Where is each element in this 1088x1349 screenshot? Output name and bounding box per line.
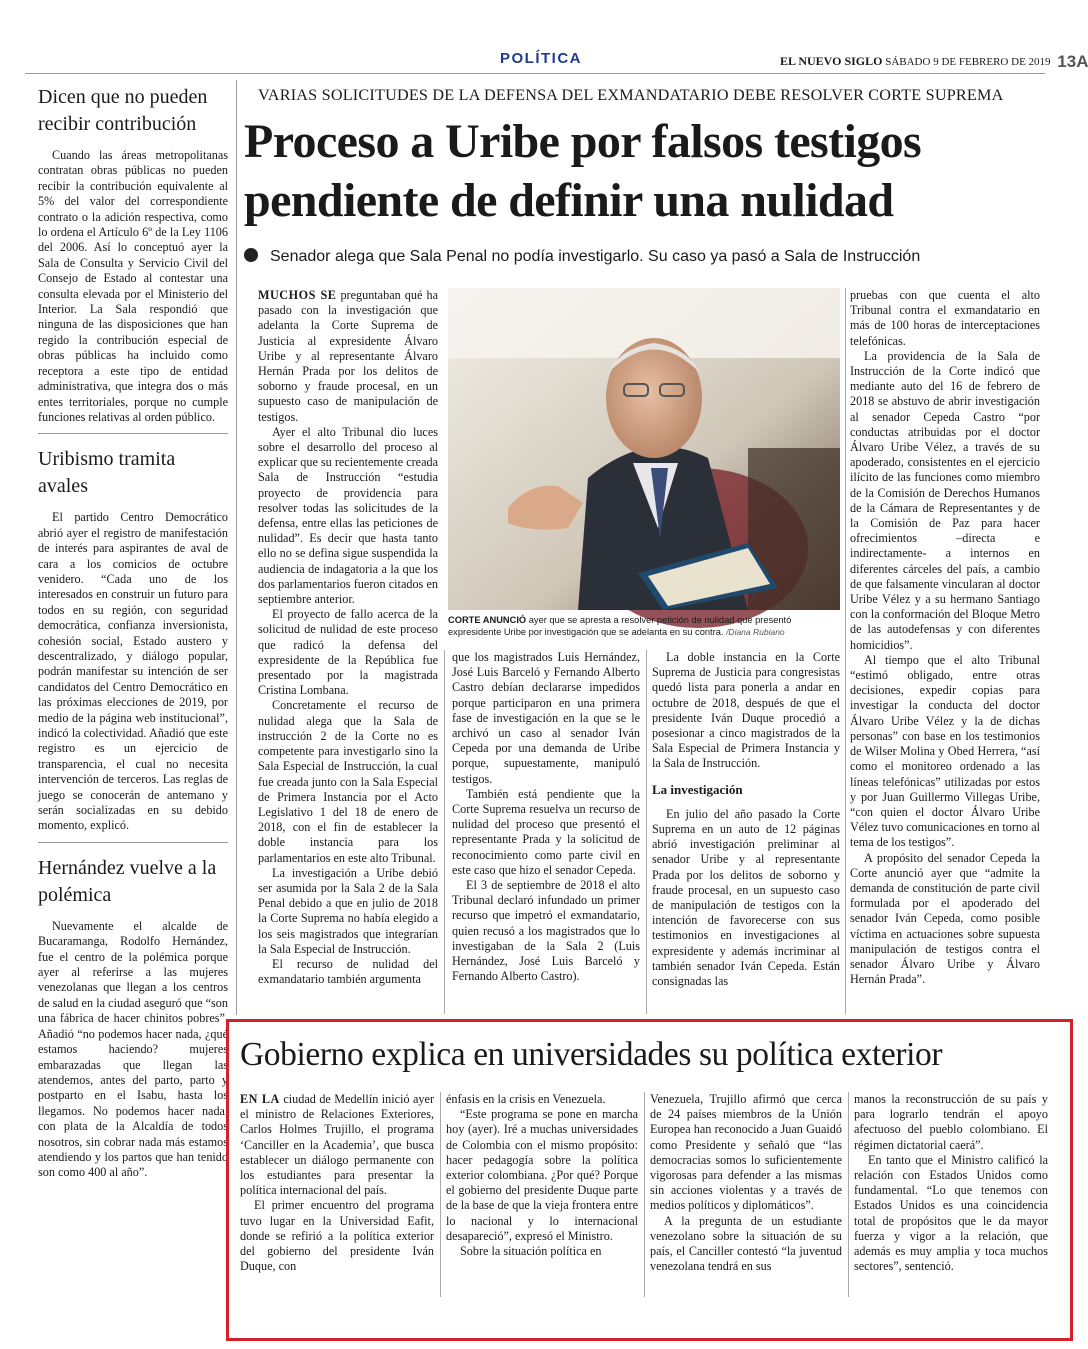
paragraph <box>240 1092 434 1198</box>
paragraph: A propósito del senador Cepeda la Corte anunció ayer que “admite la demanda de constitución de parte civil formulada por el apoderado del senador Iván Cepeda, como posible víctima en actuaciones sobre supuesta manipulación de testigos contra el senador Álvaro Uribe y Álvaro Hernán Prada”. <box>850 850 1040 987</box>
paragraph: El proyecto de fallo acerca de la solicitud de nulidad de este proceso que radicó la defensa del expresidente de la República fue presentado por la magistrada Cristina Lombana. <box>258 607 438 698</box>
paragraph: La doble instancia en la Corte Suprema de Justicia para congresistas quedó lista para ponerla a andar en octubre de 2018, después de que el presidente Iván Duque procedió a posesionar a cinco magistrados de la Sala Especial de Primera Instancia y la Sala de Instrucción. <box>652 650 840 771</box>
photo-caption <box>448 614 840 638</box>
boxed-story-column-1 <box>240 1092 434 1274</box>
paragraph: También está pendiente que la Corte Suprema resuelva un recurso de nulidad del proceso que presentó el representante Prada y la solicitud de reconocimiento como parte civil en este caso que hizo el senador Cepeda. <box>452 786 640 877</box>
paragraph: En tanto que el Ministro calificó la relación con Estados Unidos como fundamental. “Lo que tenemos con Estados Unidos es una coincidencia total de propósitos que le da mayor fuerza y vigor a la relación, que además es muy amplia y toca muchos sectores”, sentenció. <box>854 1152 1048 1274</box>
column-divider <box>644 1092 645 1297</box>
sidebar-briefs <box>38 84 228 1181</box>
paragraph: manos la reconstrucción de su país y para lograrlo tendrán el apoyo afectuoso del pueblo colombiano. El régimen dictatorial caerá”. <box>854 1092 1048 1152</box>
story-column-3 <box>652 650 840 989</box>
story-column-2 <box>452 650 640 984</box>
paragraph: Sobre la situación política en <box>460 1244 602 1259</box>
brief <box>38 855 228 1181</box>
bullet-icon <box>244 248 258 262</box>
kicker: VARIAS SOLICITUDES DE LA DEFENSA DEL EXMANDATARIO DEBE RESOLVER CORTE SUPREMA <box>258 86 1004 104</box>
paragraph: énfasis en la crisis en Venezuela. <box>446 1092 606 1106</box>
sidebar-divider <box>236 80 237 1015</box>
brief-body: Nuevamente el alcalde de Bucaramanga, Rodolfo Hernández, fue el centro de la polémica porque ayer al referirse a las mujeres venezolanas que llegan a los centros de salud en la ciudad aseguró que “son una fábrica de hacer chinitos pobres”. Añadió “no podemos hacer nada, ¿qué estamos haciendo? mujeres embarazadas que llegan las atendemos, antes del parto, parto y postparto en el Isabu, hasta los llegamos. No podemos hacer nada, con plata de la Alcaldía de todos nosotros, sin cobrar nada más estamos atendiendo y los partos que han tenido son como 400 al año”. <box>38 918 228 1180</box>
paragraph: A la pregunta de un estudiante venezolano sobre la situación de su país, el Canciller contestó “la juventud venezolana tendrá en sus <box>650 1213 842 1274</box>
paragraph: En julio del año pasado la Corte Suprema en un auto de 12 páginas abrió investigación preliminar al senador Uribe y al representante Prada por los delitos de soborno y fraude procesal, en un supuesto caso de manipulación de testigos con la intención de favorecerse con sus testimonios en investigaciones al expresidente y además incriminar al también senador Iván Cepeda. Están consignadas las <box>652 806 840 989</box>
brief-title: Uribismo tramita avales <box>38 448 176 498</box>
column-divider <box>440 1092 441 1297</box>
boxed-story-column-2 <box>446 1092 638 1259</box>
caption-lead: CORTE ANUNCIÓ <box>448 615 527 625</box>
paper-name: EL NUEVO SIGLO <box>780 54 883 68</box>
header-rule <box>25 73 1045 74</box>
paragraph: Venezuela, Trujillo afirmó que cerca de 24 países miembros de la Unión Europea han reconocido a Juan Guaidó como Presidente y señaló que “las democracias somos lo suficientemente vigorosas para defender a las mismas sin acciones violentas y a través de medios políticos y diplomáticos”. <box>650 1092 842 1213</box>
deck <box>244 248 1044 266</box>
page-number: 13A <box>1057 52 1088 71</box>
photo-credit: /Diana Rubiano <box>726 627 785 637</box>
paragraph: “Este programa se pone en marcha hoy (ayer). Iré a muchas universidades de Colombia con el mismo propósito: hacer pedagogía sobre la política exterior colombiana. ¿Por qué? Porque el gobierno del presidente Duque parte de la base de que la vieja frontera entre lo nacional y lo internacional desapareció”, expresó el Ministro. <box>446 1107 638 1243</box>
lead-words: MUCHOS SE <box>258 288 337 302</box>
brief <box>38 446 228 834</box>
paragraph: El recurso de nulidad del exmandatario también argumenta <box>258 956 438 987</box>
paragraph-text: preguntaban qué ha pasado con la investigación que adelanta la Corte Suprema de Justicia al expresidente Álvaro Uribe y al representante Álvaro Hernán Prada por los delitos de soborno y fraude procesal, en un supuesto caso de manipulación de testigos. <box>258 288 438 424</box>
paragraph <box>258 288 438 425</box>
column-divider <box>845 288 846 1014</box>
deck-text: Senador alega que Sala Penal no podía investigarlo. Su caso ya pasó a Sala de Instrucción <box>270 248 921 265</box>
paragraph-text: ciudad de Medellín inició ayer el ministro de Relaciones Exteriores, Carlos Holmes Trujillo, el programa ‘Canciller en la Academia’, que busca establecer un diálogo permanente con los estudiantes para presentar la política internacional del país. <box>240 1092 434 1198</box>
issue-date: SÁBADO 9 DE FEBRERO DE 2019 <box>885 56 1051 68</box>
brief <box>38 84 228 425</box>
paragraph: La investigación a Uribe debió ser asumida por la Sala 2 de la Sala Penal debido a que en julio de 2018 la Corte Suprema no había elegido a los seis magistrados que integrarían la Sala Especial de Instrucción. <box>258 865 438 956</box>
column-divider <box>848 1092 849 1297</box>
boxed-story-headline: Gobierno explica en universidades su política exterior <box>240 1036 943 1073</box>
paragraph: El 3 de septiembre de 2018 el alto Tribunal declaró infundado un primer recurso que impetró el exmandatario, quien recusó a los magistrados que lo investigaban de la Sala 2 (Luis Hernández, José Luis Barceló y Fernando Alberto Castro). <box>452 878 640 984</box>
story-column-1 <box>258 288 438 987</box>
brief-title: Hernández vuelve a la polémica <box>38 856 217 906</box>
brief-body: El partido Centro Democrático abrió ayer el registro de manifestación de interés para aspirantes de aval de cara a los comicios de octubre venidero. “Cada uno de los interesados en construir un futuro para todos en su región, con seguridad democrática, confianza inversionista, cohesión social, Estado austero y descentralizado, y diálogo popular, podrán manifestar su intención de ser candidatos del Centro Democrático en las próximas elecciones de 2019, por medio de la página web institucional”, indicó la colectividad. Añadió que este registro es un ejercicio de transparencia, el cual no necesita intervención de terceros. Las reglas de juego se conocerán de antemano y serán socializadas en su debido momento, explicó. <box>38 510 228 833</box>
subhead: La investigación <box>652 781 743 797</box>
section-label: POLÍTICA <box>500 50 582 67</box>
paragraph: La providencia de la Sala de Instrucción de la Corte indicó que mediante auto del 16 de febrero de 2018 se abstuvo de abrir investigación al senador Cepeda Castro “por conductas atribuidas por el doctor Álvaro Uribe Vélez, a través de su apoderado, consistentes en el ejercicio ilícito de las funciones como miembro de la Comisión de Derechos Humanos de la Cámara de Representantes y de la Comisión de Paz para hacer ofrecimientos –directa e indirectamente- a internos en diferentes cárceles del país, a cambio de que falsamente vincularan al doctor Uribe Vélez y a su hermano Santiago con la conformación del Bloque Metro de las autodefensas y con diferentes homicidios”. <box>850 348 1040 652</box>
boxed-story-column-4 <box>854 1092 1048 1274</box>
paragraph: pruebas con que cuenta el alto Tribunal contra el exmandatario en más de 100 horas de interceptaciones telefónicas. <box>850 288 1040 348</box>
lead-words: EN LA <box>240 1092 280 1106</box>
paragraph: El primer encuentro del programa tuvo lugar en la Universidad Eafit, donde se refirió a la política exterior del gobierno del presidente Iván Duque, con <box>240 1198 434 1274</box>
brief-divider <box>38 842 228 843</box>
masthead <box>780 52 1088 72</box>
headline: Proceso a Uribe por falsos testigos pendiente de definir una nulidad <box>244 115 922 227</box>
brief-divider <box>38 433 228 434</box>
brief-title: Dicen que no pueden recibir contribución <box>38 86 208 135</box>
photo-uribe <box>448 288 840 610</box>
column-divider <box>444 650 445 1014</box>
boxed-story-column-3 <box>650 1092 842 1274</box>
paragraph: Al tiempo que el alto Tribunal “estimó obligado, entre otras decisiones, expedir copias para investigar la conducta del doctor Álvaro Uribe Vélez y la de dichas personas” con base en los testimonios de Wilser Molina y Obed Herrera, “así como el monitoreo ordenado a las líneas telefónicas” utilizadas por estos y por Juan Guillermo Villegas Uribe, “con quien el doctor Álvaro Uribe Vélez tuvo comunicaciones en torno al tema de los testigos”. <box>850 652 1040 850</box>
column-divider <box>646 650 647 1014</box>
paragraph: Ayer el alto Tribunal dio luces sobre el desarrollo del proceso al explicar que su recientemente creada Sala de Instrucción “estudia proyecto de providencia para resolver todas las solicitudes de la defensa, entre ellas las peticiones de nulidad”. Es decir que hasta tanto ello no se defina sigue suspendida la audiencia de indagatoria a la que los dos parlamentarios fueron citados en septiembre anterior. <box>258 424 438 607</box>
paragraph: que los magistrados Luis Hernández, José Luis Barceló y Fernando Alberto Castro debían declararse impedidos porque participaron en una primera fase de investigación en la que se le archivó un caso al senador Iván Cepeda por una demanda de Uribe porque, supuestamente, manipuló testigos. <box>452 650 640 786</box>
story-column-4 <box>850 288 1040 987</box>
caption-text: ayer que se apresta a resolver petición de nulidad que presentó expresidente Uribe por investigación que se adelanta en su contra. <box>448 615 792 637</box>
paragraph: Concretamente el recurso de nulidad alega que la Sala de instrucción 2 de la Corte no es competente para investigarlo sino la Sala Especial de Instrucción, la cual fue creada junto con la Sala Especial de Primera Instancia por el Acto Legislativo 1 del 18 de enero de 2018, con el fin de establecer la doble instancia para los parlamentarios en este alto Tribunal. <box>258 698 438 865</box>
brief-body: Cuando las áreas metropolitanas contratan obras públicas no pueden recibir la contribución equivalente al 5% del valor del correspondiente contrato o la adición respectiva, como lo ordena el Artículo 6º de la Ley 1106 del 2006. Así lo conceptuó ayer la Sala de Consulta y Servicio Civil del Consejo de Estado al contestar una consulta elevada por el Ministerio del Interior. La Sala respondió que ninguna de las disposiciones que han regido la contribución especial de obras públicas ha incluido como receptora a este tipo de entidad administrativa, que integra dos o más entes territoriales, porque no cumple funciones relativas al orden público. <box>38 148 228 424</box>
